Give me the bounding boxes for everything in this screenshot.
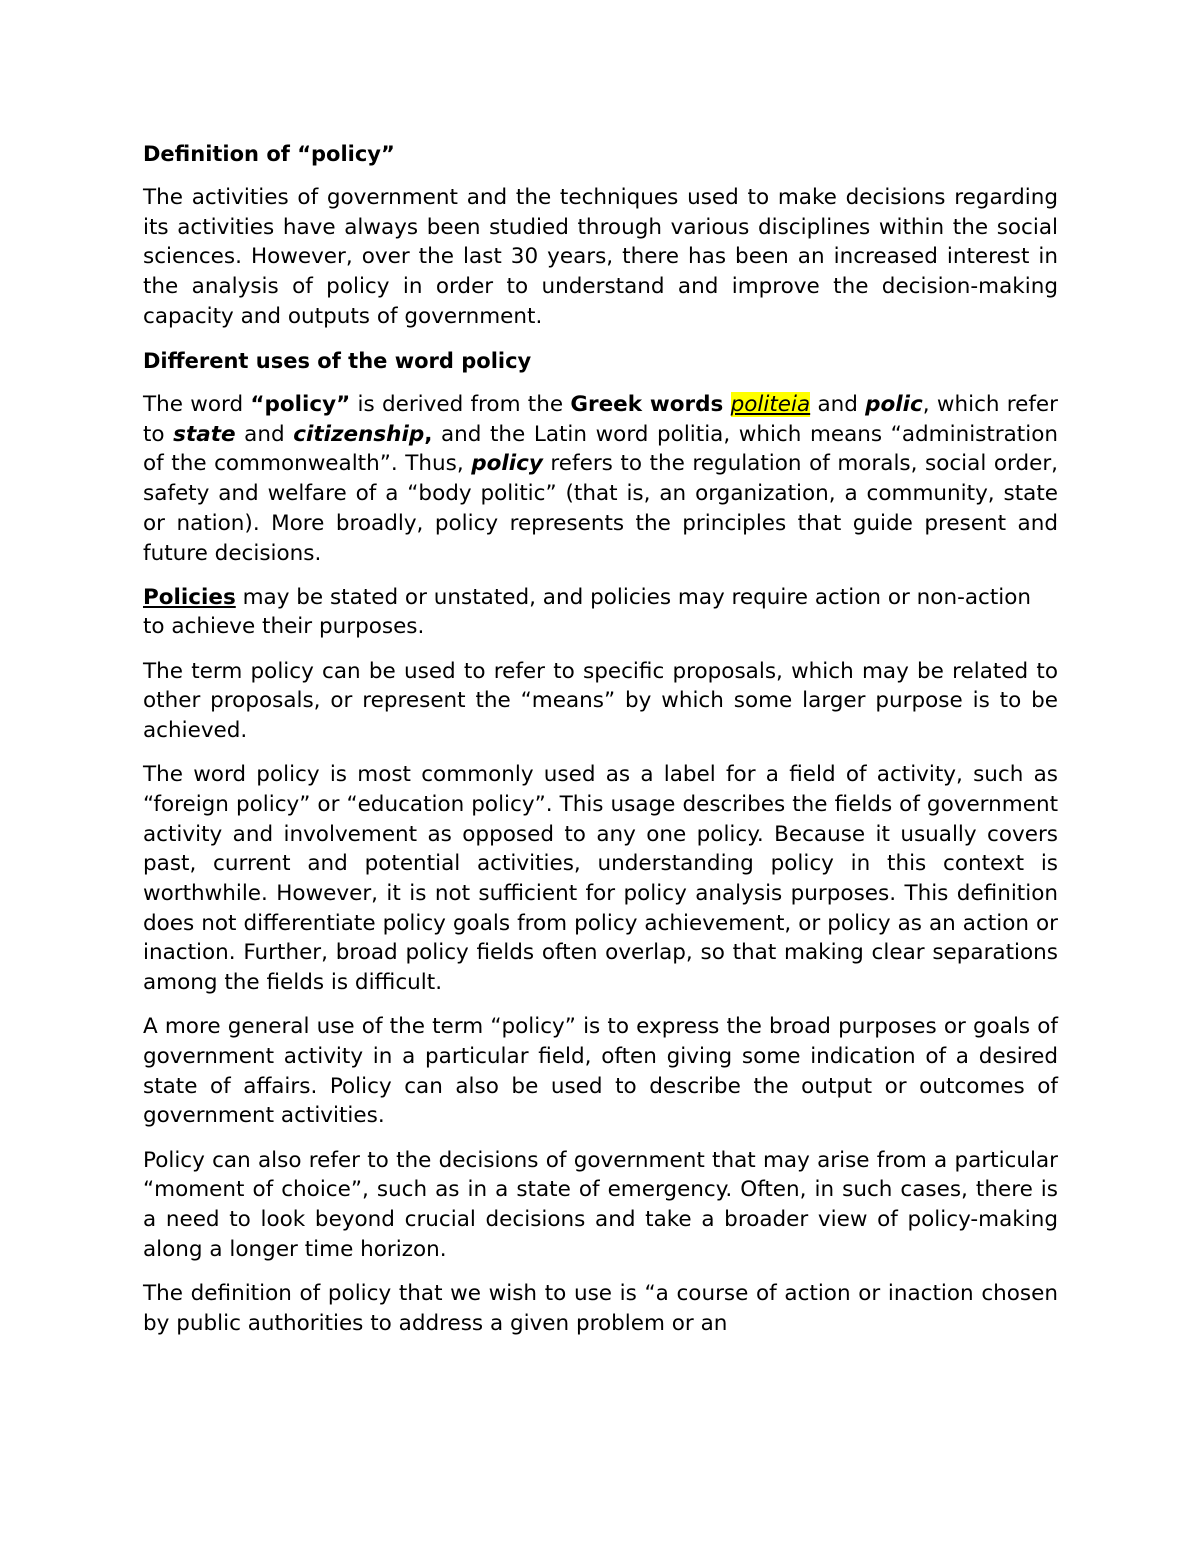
bold-italic-term-polic: polic — [865, 392, 923, 418]
text-run: and the Latin word politia, which means “administration of the commonwealth”. Thus, — [143, 421, 1058, 477]
paragraph-specific-proposals: The term policy can be used to refer to specific proposals, which may be related to other proposals, or represent the “means” by which some larger purpose is to be achieved. — [143, 658, 1058, 744]
bold-term-greek-words: Greek words — [570, 392, 724, 418]
paragraph-intro: The activities of government and the techniques used to make decisions regarding its activities have always been studied through various disciplines within the social sciences. However, over the last 30 years, there has been an increased interest in the analysis of policy in order to understand and improve the decision-making capacity and outputs of government. — [143, 185, 1058, 329]
text-run: is derived from the — [350, 392, 571, 418]
heading-different-uses: Different uses of the word policy — [143, 349, 532, 374]
paragraph-etymology — [143, 390, 1058, 568]
bold-italic-term-policy: policy — [471, 451, 543, 477]
text-run: refers to the regulation of morals, social order, safety and welfare of a “body politic” (that is, an organization, a community, state or nation). More broadly, policy represents the principles that guide present and future decisions. — [143, 451, 1058, 566]
text-run — [723, 392, 730, 417]
bold-italic-term-citizenship: citizenship — [293, 421, 425, 447]
bold-term-policy: “policy” — [250, 392, 351, 418]
underlined-term-policies: Policies — [143, 584, 236, 610]
text-run: may be stated or unstated, and policies may require action or non-action to achieve their purposes. — [143, 584, 1032, 640]
heading-definition-of-policy: Definition of “policy” — [143, 142, 395, 166]
paragraph-policies-stated — [143, 583, 1058, 642]
paragraph-general-use: A more general use of the term “policy” is to express the broad purposes or goals of government activity in a particular field, often giving some indication of a desired state of affairs. Policy can also be used to describe the output or outcomes of government activities. — [143, 1014, 1058, 1129]
text-run: and — [235, 421, 294, 447]
paragraph-field-of-activity: The word policy is most commonly used as a label for a field of activity, such as “foreign policy” or “education policy”. This usage describes the fields of government activity and involvement as opposed to any one policy. Because it usually covers past, current and potential activities, understanding policy in this context is worthwhile. However, it is not sufficient for policy analysis purposes. This definition does not differentiate policy goals from policy achievement, or policy as an action or inaction. Further, broad policy fields often overlap, so that making clear separations among the fields is difficult. — [143, 762, 1058, 996]
text-run: and — [810, 392, 866, 418]
bold-comma: , — [424, 421, 433, 447]
bold-italic-term-state: state — [173, 421, 236, 447]
paragraph-moment-of-choice: Policy can also refer to the decisions of government that may arise from a particular “moment of choice”, such as in a state of emergency. Often, in such cases, there is a need to look beyond crucial decisions and take a broader view of policy-making along a longer time horizon. — [143, 1147, 1058, 1262]
text-run: , which refer to — [143, 392, 1058, 447]
highlighted-term-politeia: politeia — [730, 392, 811, 418]
document-page — [143, 139, 1058, 1353]
text-run: The word — [143, 392, 251, 418]
paragraph-definition: The definition of policy that we wish to use is “a course of action or inaction chosen by public authorities to address a given problem or an — [143, 1281, 1058, 1336]
